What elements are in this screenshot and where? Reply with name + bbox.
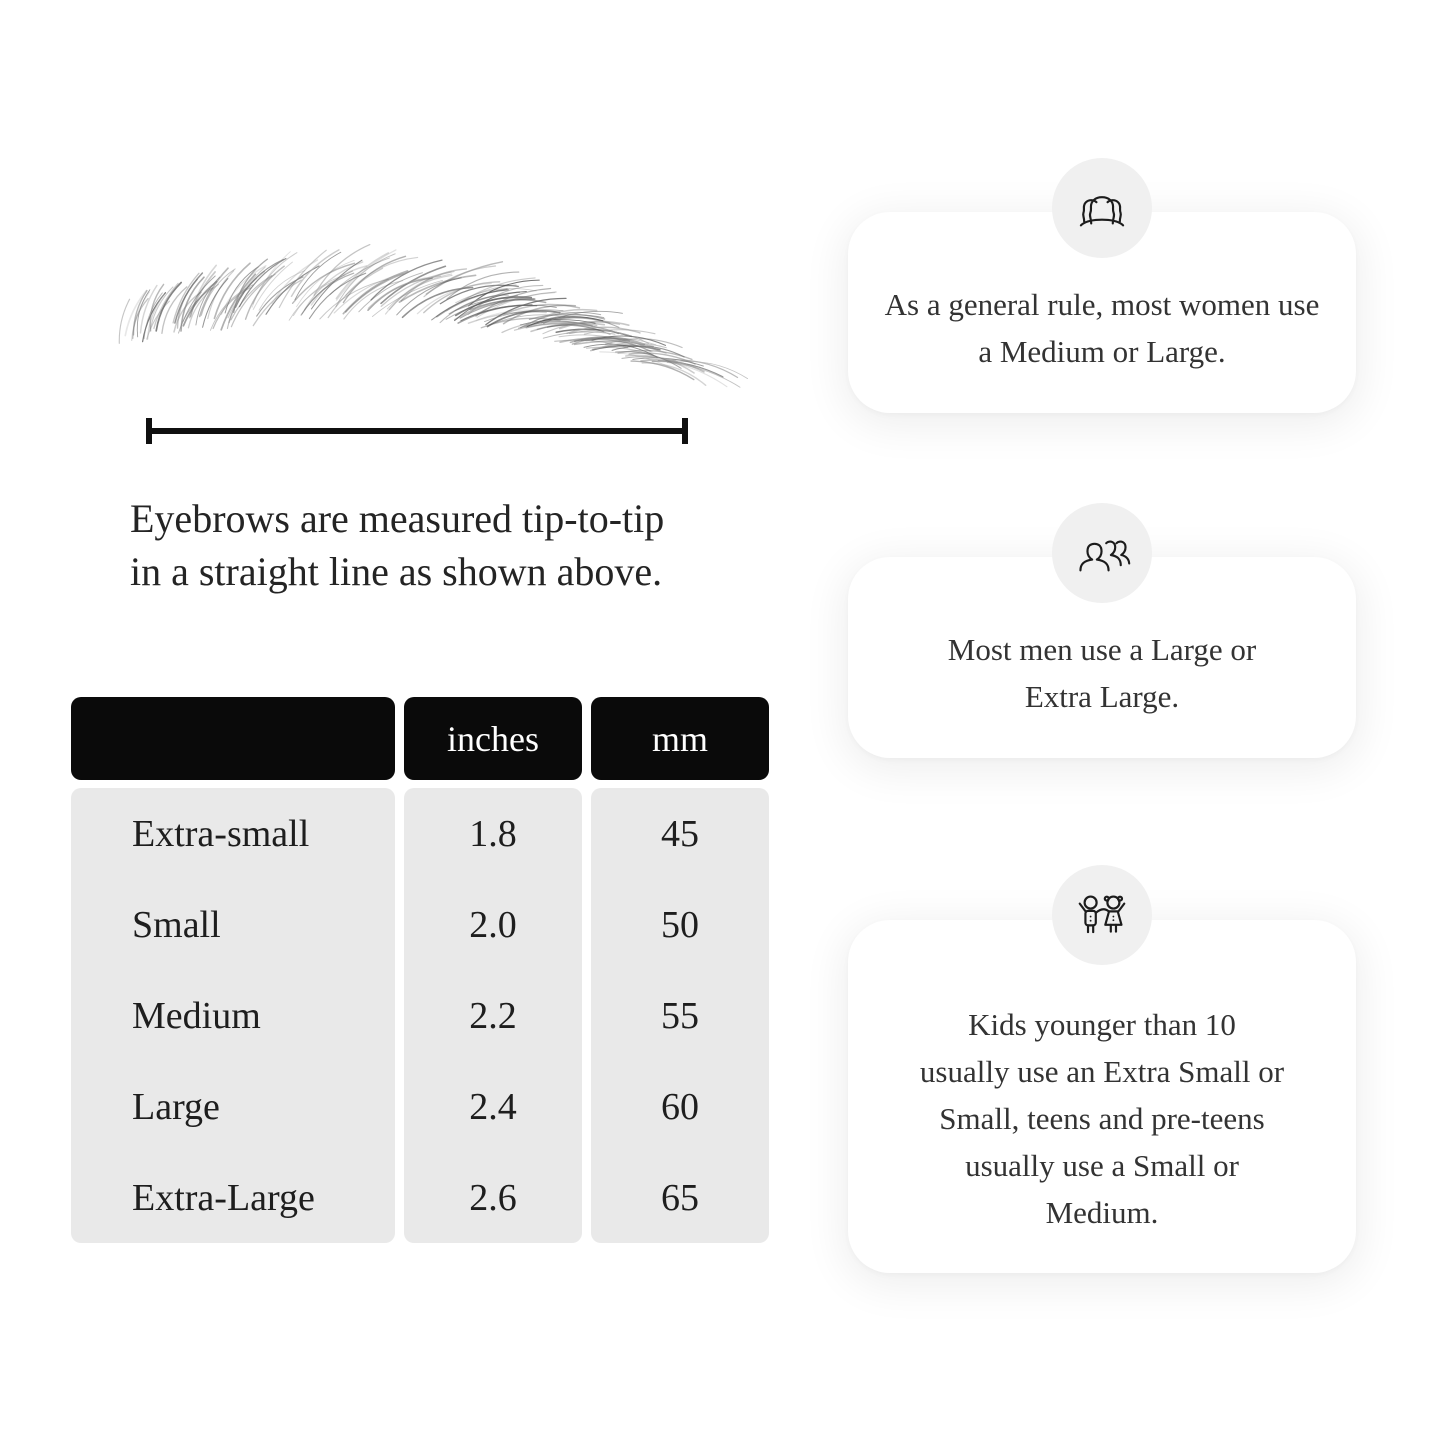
table-row-label: Extra-small [132,812,310,855]
measurement-line-right-cap [682,418,688,444]
table-row-label: Large [132,1085,220,1128]
kids-info-text: Kids younger than 10 usually use an Extra Small or Small, teens and pre-teens usually use a Small or Medium. [919,1007,1285,1230]
measurement-caption-line2: in a straight line as shown above. [130,549,663,594]
size-table-header-inches: inches [404,697,582,780]
table-cell-mm: 60 [661,1085,699,1128]
table-cell-inches: 1.8 [469,812,517,855]
kids-info-card [848,920,1356,1273]
men-icon-circle [1052,503,1152,603]
women-info-text: As a general rule, most women use a Medium or Large. [884,286,1320,369]
table-row-label: Medium [132,994,261,1037]
table-cell-inches: 2.2 [469,994,517,1037]
size-table-inches-column [404,788,582,1243]
table-cell-inches: 2.6 [469,1176,517,1219]
kids-icon-circle [1052,865,1152,965]
size-table-mm-column [591,788,769,1243]
measurement-caption-line1: Eyebrows are measured tip-to-tip [130,496,665,541]
size-table-header-blank [71,697,395,780]
measurement-line-bar [146,428,688,434]
size-table-header [71,697,769,780]
table-cell-inches: 2.4 [469,1085,517,1128]
table-row-label: Extra-Large [132,1176,315,1219]
men-group-icon [1072,531,1132,576]
eyebrow-illustration [112,238,697,398]
table-cell-mm: 65 [661,1176,699,1219]
size-table-body [71,788,769,1243]
size-table-label-column [71,788,395,1243]
women-group-icon [1072,184,1132,232]
measurement-caption [130,492,664,598]
measurement-line [146,417,688,445]
table-cell-mm: 50 [661,903,699,946]
men-info-text: Most men use a Large or Extra Large. [947,631,1257,714]
table-row-label: Small [132,903,221,946]
table-cell-mm: 45 [661,812,699,855]
women-icon-circle [1052,158,1152,258]
table-cell-inches: 2.0 [469,903,517,946]
size-table-header-mm: mm [591,697,769,780]
table-cell-mm: 55 [661,994,699,1037]
kids-icon [1073,890,1131,940]
